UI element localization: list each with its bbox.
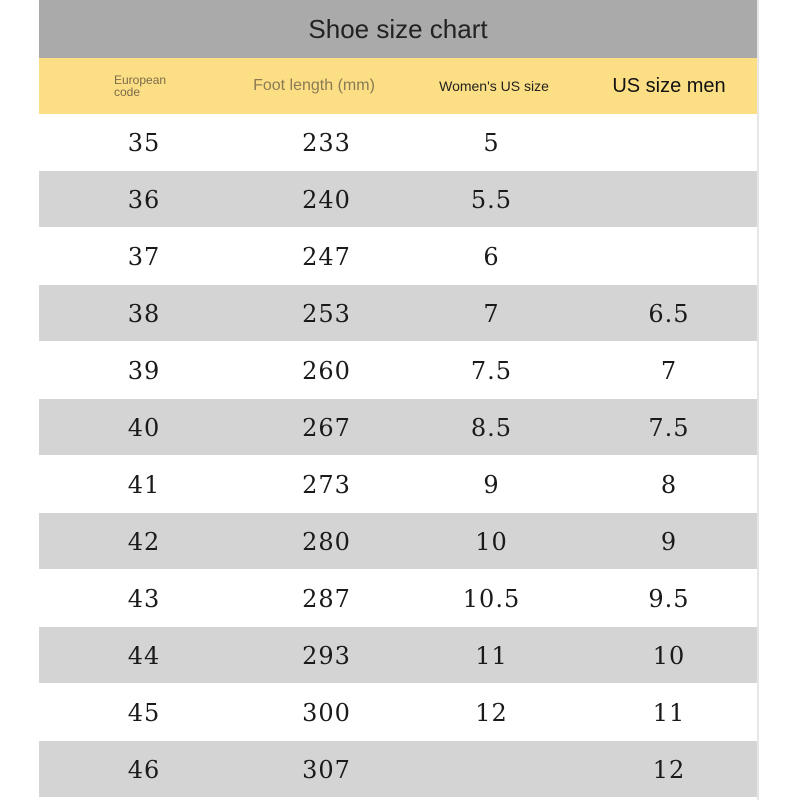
cell-european: 37 (127, 242, 161, 271)
table-row (39, 285, 757, 342)
cell-womens-us: 10 (475, 527, 508, 556)
cell-womens-us (429, 741, 554, 798)
cell-mens-us: 12 (652, 755, 686, 784)
header-mens-us-label: US size men (612, 74, 726, 97)
cell-mens-us: 6.5 (648, 299, 690, 328)
cell-european: 39 (127, 356, 161, 385)
table-row (39, 684, 757, 741)
cell-european: 43 (127, 584, 161, 613)
cell-mens-us: 10 (652, 641, 686, 670)
cell-mens-us (609, 228, 729, 285)
header-european-label: European code (114, 73, 167, 99)
table-header (39, 58, 757, 114)
cell-foot-length: 293 (302, 641, 351, 670)
header-foot-length (229, 58, 399, 114)
cell-womens-us: 11 (475, 641, 508, 670)
cell-womens-us: 12 (475, 698, 508, 727)
cell-foot-length: 273 (302, 470, 351, 499)
cell-foot-length: 260 (302, 356, 351, 385)
table-row (39, 342, 757, 399)
cell-european: 38 (127, 299, 161, 328)
cell-foot-length: 307 (302, 755, 351, 784)
cell-foot-length: 300 (302, 698, 351, 727)
cell-womens-us: 5 (483, 128, 500, 157)
cell-womens-us: 10.5 (462, 584, 521, 613)
title-bar (39, 0, 757, 58)
header-womens-us (414, 58, 574, 114)
cell-foot-length: 267 (302, 413, 351, 442)
cell-mens-us: 9.5 (648, 584, 690, 613)
table-row (39, 114, 757, 171)
cell-mens-us: 7 (660, 356, 678, 385)
cell-mens-us: 9 (660, 527, 678, 556)
header-mens-us (594, 58, 744, 114)
cell-foot-length: 287 (302, 584, 351, 613)
cell-womens-us: 5.5 (470, 185, 513, 214)
cell-womens-us: 6 (483, 242, 500, 271)
cell-mens-us (609, 114, 729, 171)
cell-european: 35 (127, 128, 161, 157)
cell-foot-length: 240 (302, 185, 351, 214)
cell-mens-us: 8 (660, 470, 678, 499)
right-rule (757, 0, 759, 800)
table-row (39, 399, 757, 456)
cell-womens-us: 7.5 (470, 356, 513, 385)
header-foot-length-label: Foot length (mm) (253, 77, 375, 94)
table-row (39, 570, 757, 627)
header-european (99, 58, 189, 114)
table-row (39, 228, 757, 285)
cell-european: 42 (127, 527, 161, 556)
table-row (39, 456, 757, 513)
cell-mens-us: 7.5 (648, 413, 690, 442)
cell-european: 46 (127, 755, 161, 784)
cell-european: 44 (127, 641, 161, 670)
cell-foot-length: 233 (302, 128, 351, 157)
size-chart (39, 0, 757, 800)
cell-foot-length: 280 (302, 527, 351, 556)
cell-european: 36 (127, 185, 161, 214)
cell-womens-us: 8.5 (470, 413, 513, 442)
header-womens-us-label: Women's US size (439, 78, 549, 94)
cell-womens-us: 7 (483, 299, 500, 328)
cell-european: 41 (127, 470, 161, 499)
cell-european: 45 (127, 698, 161, 727)
table-row (39, 627, 757, 684)
table-row (39, 513, 757, 570)
chart-title: Shoe size chart (308, 13, 488, 44)
cell-foot-length: 253 (302, 299, 351, 328)
cell-womens-us: 9 (483, 470, 500, 499)
cell-foot-length: 247 (302, 242, 351, 271)
cell-european: 40 (127, 413, 161, 442)
cell-mens-us: 11 (652, 698, 686, 727)
cell-mens-us (609, 171, 729, 228)
table-row (39, 741, 757, 798)
table-row (39, 171, 757, 228)
